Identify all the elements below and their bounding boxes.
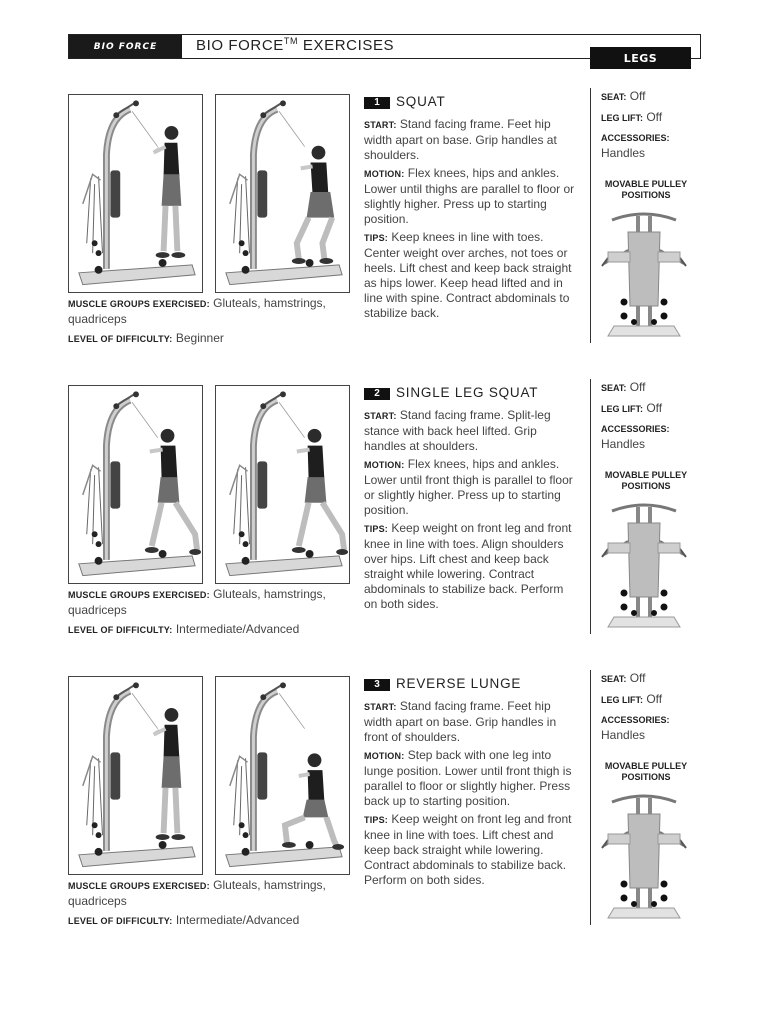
exercise-number-badge: 2 [364,388,390,400]
tips-text: Keep weight on front leg and front knee in line with toes. Lift chest and keep back straight while lowering. Contract abdominals to stabilize back. Perform on both sides. [364,812,572,887]
muscle-groups-value: Gluteals, hamstrings, quadriceps [68,296,326,326]
start-text: Stand facing frame. Feet hip width apart on base. Grip handles at shoulders. [364,117,557,162]
seat-label: SEAT: [601,383,627,393]
motion-instruction [364,166,579,227]
trademark-mark: TM [283,36,299,46]
column-divider [590,670,591,925]
exercise-info [68,878,338,929]
motion-text: Step back with one leg into lunge position. Lower until front thigh is parallel to floor or slightly higher. Press back up to starting position. [364,748,572,808]
title-brand: BIO FORCE [196,37,284,54]
pulley-diagram [598,202,690,342]
exercise-description [364,385,579,612]
motion-label: MOTION: [364,460,405,470]
exercise-name: REVERSE LUNGE [396,676,522,691]
seat-setting [601,88,701,105]
seat-value: Off [629,380,646,394]
difficulty-value: Intermediate/Advanced [175,622,300,636]
exercise-heading [364,385,579,405]
muscle-groups [68,587,338,618]
start-label: START: [364,120,397,130]
leg-lift-value: Off [646,692,663,706]
accessories-label: ACCESSORIES: [601,424,670,434]
accessories-label: ACCESSORIES: [601,715,670,725]
muscle-groups-label: MUSCLE GROUPS EXERCISED: [68,299,210,309]
leg-lift-value: Off [646,110,663,124]
accessories-setting [601,130,701,160]
difficulty [68,622,338,638]
tips-text: Keep knees in line with toes. Center weight over arches, not toes or heels. Lift chest and keep back straight as hips lower. Keep head lifted and in line with spine. Contract abdominals to stabilize back. [364,230,572,320]
leg-lift-label: LEG LIFT: [601,695,643,705]
muscle-groups-label: MUSCLE GROUPS EXERCISED: [68,590,210,600]
pulley-title-line2: POSITIONS [621,481,671,491]
exercise-description [364,94,579,321]
start-label: START: [364,411,397,421]
pulley-title-line2: POSITIONS [621,190,671,200]
motion-instruction [364,748,579,809]
start-instruction [364,117,579,163]
leg-lift-value: Off [646,401,663,415]
column-divider [590,379,591,634]
seat-value: Off [629,671,646,685]
motion-instruction [364,457,579,518]
exercise-block [0,380,768,655]
exercise-info [68,296,338,347]
exercise-heading [364,94,579,114]
accessories-value: Handles [601,146,646,160]
motion-label: MOTION: [364,751,405,761]
equipment-settings [601,670,701,742]
seat-setting [601,670,701,687]
muscle-groups-value: Gluteals, hamstrings, quadriceps [68,878,326,908]
exercise-photo-end [215,385,350,584]
exercise-photo-start [68,676,203,875]
exercise-block [0,89,768,364]
pulley-title-line2: POSITIONS [621,772,671,782]
muscle-groups [68,296,338,327]
leg-lift-setting [601,400,701,417]
tips-instruction [364,230,579,321]
pulley-title-line1: MOVABLE PULLEY [604,761,688,771]
start-instruction [364,699,579,745]
pulley-positions-title [596,179,696,201]
leg-lift-setting [601,691,701,708]
motion-text: Flex knees, hips and ankles. Lower until front thigh is parallel to floor or slightly higher. Press up to starting position. [364,457,573,517]
exercise-name: SINGLE LEG SQUAT [396,385,539,400]
pulley-positions-title [596,470,696,492]
start-text: Stand facing frame. Split-leg stance with back heel lifted. Grip handles at shoulders. [364,408,551,453]
start-instruction [364,408,579,454]
tips-instruction [364,521,579,612]
leg-lift-label: LEG LIFT: [601,404,643,414]
difficulty-label: LEVEL OF DIFFICULTY: [68,334,173,344]
seat-value: Off [629,89,646,103]
page-title [196,36,394,54]
exercise-photo-start [68,385,203,584]
seat-label: SEAT: [601,674,627,684]
logo-text: BIO FORCE [93,41,158,52]
bio-force-logo [69,35,182,58]
seat-setting [601,379,701,396]
difficulty-label: LEVEL OF DIFFICULTY: [68,916,173,926]
difficulty-label: LEVEL OF DIFFICULTY: [68,625,173,635]
accessories-setting [601,421,701,451]
exercise-number-badge: 3 [364,679,390,691]
accessories-label: ACCESSORIES: [601,133,670,143]
muscle-groups [68,878,338,909]
tips-label: TIPS: [364,815,389,825]
title-suffix: EXERCISES [298,37,395,54]
tips-label: TIPS: [364,524,389,534]
exercise-name: SQUAT [396,94,446,109]
pulley-title-line1: MOVABLE PULLEY [604,470,688,480]
exercise-block [0,671,768,946]
accessories-value: Handles [601,437,646,451]
accessories-setting [601,712,701,742]
tips-text: Keep weight on front leg and front knee in line with toes. Align shoulders over hips. Lift chest and keep back straight while lowering. Contract abdominals to stabilize back. Perform on both sides. [364,521,572,611]
exercise-number-badge: 1 [364,97,390,109]
difficulty-value: Beginner [175,331,224,345]
start-text: Stand facing frame. Feet hip width apart on base. Grip handles in front of shoulders. [364,699,557,744]
pulley-positions-title [596,761,696,783]
exercise-photo-start [68,94,203,293]
pulley-diagram [598,493,690,633]
difficulty-value: Intermediate/Advanced [175,913,300,927]
exercise-photo-end [215,94,350,293]
seat-label: SEAT: [601,92,627,102]
exercise-photo-end [215,676,350,875]
pulley-title-line1: MOVABLE PULLEY [604,179,688,189]
muscle-groups-label: MUSCLE GROUPS EXERCISED: [68,881,210,891]
section-tab-legs: LEGS [590,47,691,69]
pulley-diagram [598,784,690,924]
motion-label: MOTION: [364,169,405,179]
equipment-settings [601,88,701,160]
tips-instruction [364,812,579,888]
leg-lift-label: LEG LIFT: [601,113,643,123]
column-divider [590,88,591,343]
exercise-info [68,587,338,638]
exercise-heading [364,676,579,696]
difficulty [68,331,338,347]
tips-label: TIPS: [364,233,389,243]
accessories-value: Handles [601,728,646,742]
difficulty [68,913,338,929]
start-label: START: [364,702,397,712]
muscle-groups-value: Gluteals, hamstrings, quadriceps [68,587,326,617]
motion-text: Flex knees, hips and ankles. Lower until thighs are parallel to floor or slightly higher. Press up to starting position. [364,166,575,226]
equipment-settings [601,379,701,451]
leg-lift-setting [601,109,701,126]
exercise-description [364,676,579,888]
